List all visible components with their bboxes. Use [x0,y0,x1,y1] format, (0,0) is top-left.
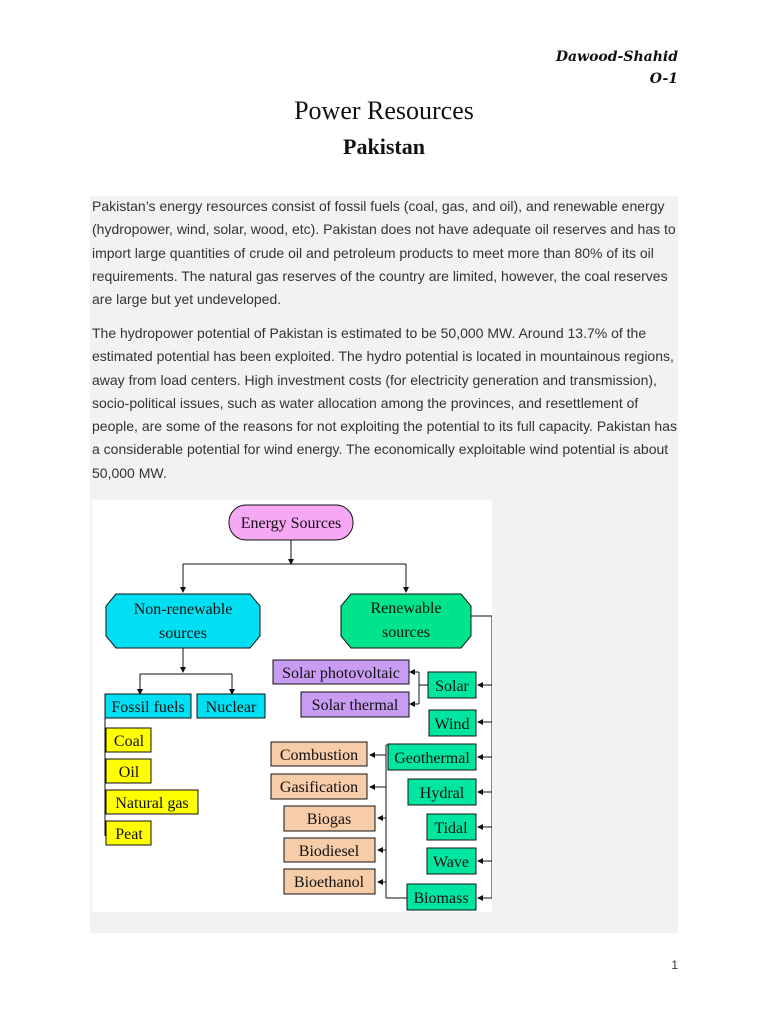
node-geothermal-label: Geothermal [394,750,470,767]
node-nuclear [197,694,265,718]
node-geothermal [388,744,476,770]
node-biodiesel-label: Biodiesel [298,843,360,860]
page-title: Power Resources [294,96,474,125]
node-combustion [271,742,367,766]
node-bioethanol-label: Bioethanol [293,874,365,891]
node-oil [106,759,151,783]
node-tidal [427,814,476,840]
node-biodiesel [284,838,375,862]
node-wave [427,848,476,874]
node-coal [106,728,151,752]
node-fossil-fuels [105,694,191,718]
node-biomass [407,884,476,910]
page-number: 1 [671,958,678,972]
node-solar-label: Solar [435,678,469,695]
node-bioethanol [284,869,375,894]
node-gasification [271,774,367,799]
node-hydral [408,779,476,805]
node-nonrenewable-sources [106,594,260,648]
node-nonrenewable-line2: sources [159,625,207,642]
node-peat [106,821,151,845]
node-natural-gas-label: Natural gas [115,795,189,812]
diagram-svg [92,500,492,912]
page-subtitle: Pakistan [343,134,425,159]
node-biogas [284,806,375,831]
node-nuclear-label: Nuclear [205,699,257,716]
node-wave-label: Wave [432,854,470,871]
energy-sources-diagram [92,500,492,912]
paragraph-energy-resources: Pakistan’s energy resources consist of fossil fuels (coal, gas, and oil), and renewable energy (hydropower, wind, solar, wood, etc). Pakistan does not have adequate oil reserves and has to import large quantities of crude oil and petroleum products to meet more than 80% of its oil requirements. The natural gas reserves of the country are limited, however, the coal reserves are large but yet undeveloped. [92,198,676,308]
node-nonrenewable-line1: Non-renewable [133,601,233,618]
node-wind-label: Wind [434,716,470,733]
node-tidal-label: Tidal [434,820,468,837]
node-renewable-line2: sources [382,624,430,641]
node-energy-sources-label: Energy Sources [240,515,342,532]
node-solar-photovoltaic [273,660,409,684]
node-coal-label: Coal [113,733,145,750]
author-name: Dawood-Shahid [555,49,678,65]
node-oil-label: Oil [118,764,140,781]
node-solar-thermal-label: Solar thermal [311,697,399,714]
node-solar [428,672,476,698]
node-biogas-label: Biogas [306,811,352,828]
paragraph-hydropower: The hydropower potential of Pakistan is estimated to be 50,000 MW. Around 13.7% of the estimated potential has been exploited. The hydro potential is located in mountainous regions, away from load centers. High investment costs (for electricity generation and transmission), socio-political issues, such as water allocation among the provinces, and resettlement of people, are some of the reasons for not exploiting the potential to its full capacity. Pakistan has a considerable potential for wind energy. The economically exploitable wind potential is about 50,000 MW. [92,325,677,481]
node-wind [429,710,476,736]
node-solar-thermal [301,692,409,717]
node-gasification-label: Gasification [279,779,359,796]
node-peat-label: Peat [115,826,143,843]
node-hydral-label: Hydral [419,785,465,802]
node-biomass-label: Biomass [413,890,469,907]
node-energy-sources [229,505,353,540]
node-combustion-label: Combustion [279,747,359,764]
node-natural-gas [106,790,198,814]
author-block [556,46,678,90]
node-renewable-sources [341,594,471,648]
node-solar-photovoltaic-label: Solar photovoltaic [282,665,400,682]
node-fossil-fuels-label: Fossil fuels [111,699,185,716]
author-section: O-1 [649,71,678,87]
node-renewable-line1: Renewable [370,600,442,617]
